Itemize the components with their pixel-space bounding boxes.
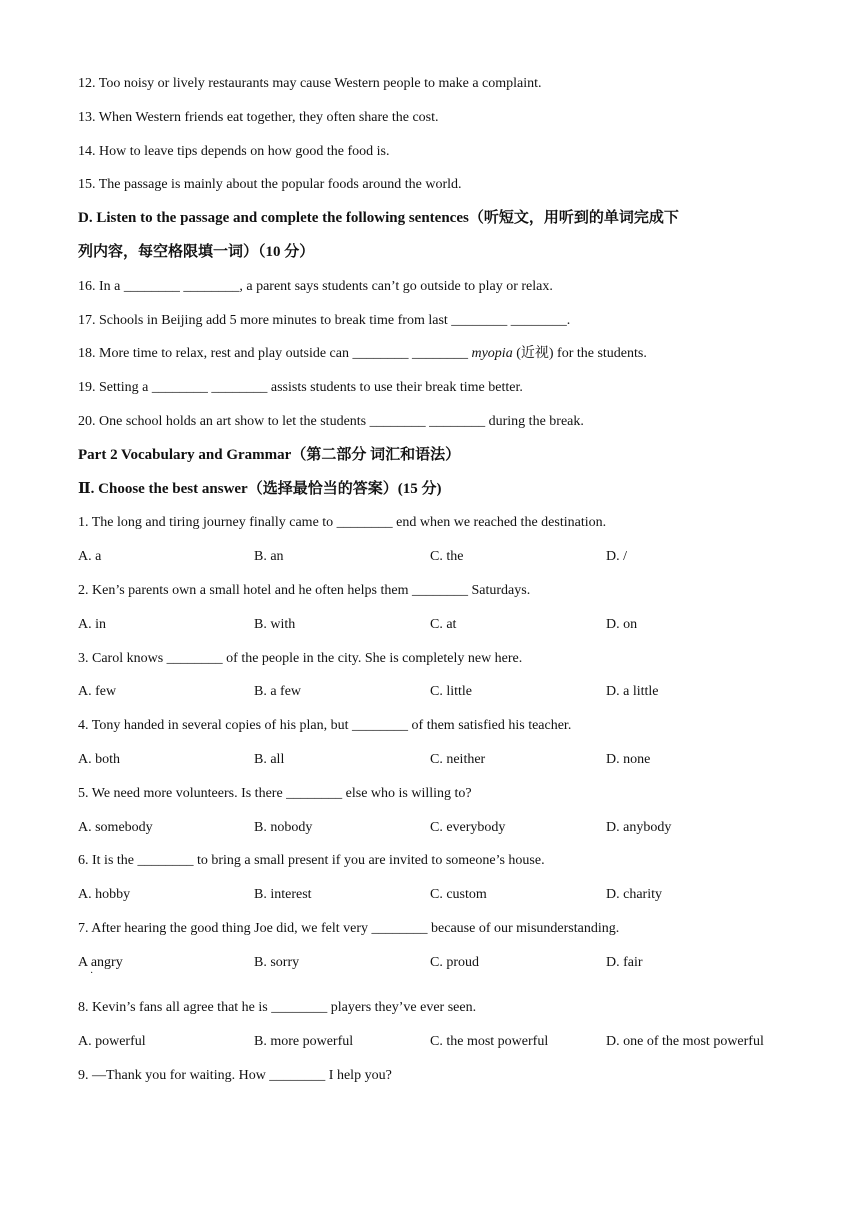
option-d: D. / [606,549,627,564]
question-19: 19. Setting a ________ ________ assists students to use their break time better. [78,380,523,395]
option-a: A. both [78,752,120,767]
option-b: B. an [254,549,284,564]
option-a: A. hobby [78,887,131,902]
option-d: D. fair [606,955,643,970]
mc-question-5: 5. We need more volunteers. Is there ________ else who is willing to? [78,786,472,801]
question-18-text-end: (近视) for the students. [512,346,647,361]
option-c: C. little [430,684,472,699]
option-d: D. anybody [606,820,672,835]
option-d: D. none [606,752,651,767]
section-d-heading-cont: 列内容，每空格限填一词）（10 分） [78,244,315,260]
option-b: B. interest [254,887,312,902]
option-c: C. neither [430,752,486,767]
question-16: 16. In a ________ ________, a parent says students can’t go outside to play or relax. [78,279,553,294]
section-ii-title: Ⅱ. Choose the best answer（选择最恰当的答案）(15 分) [78,481,442,497]
option-c: C. the [430,549,464,564]
section-d-heading: D. Listen to the passage and complete the following sentences（听短文，用听到的单词完成下 [78,210,679,226]
mc-question-1: 1. The long and tiring journey finally came to ________ end when we reached the destination. [78,515,607,530]
option-c: C. everybody [430,820,506,835]
option-b: B. all [254,752,285,767]
option-b: B. sorry [254,955,300,970]
question-17: 17. Schools in Beijing add 5 more minutes to break time from last ________ ________. [78,313,571,328]
statement-14: 14. How to leave tips depends on how good the food is. [78,144,390,159]
mc-question-8: 8. Kevin’s fans all agree that he is ________ players they’ve ever seen. [78,1000,477,1015]
statement-15: 15. The passage is mainly about the popular foods around the world. [78,177,462,192]
option-c: C. the most powerful [430,1034,549,1049]
statement-13: 13. When Western friends eat together, they often share the cost. [78,110,439,125]
option-d: D. a little [606,684,659,699]
option-b: B. a few [254,684,302,699]
mc-question-2: 2. Ken’s parents own a small hotel and he often helps them ________ Saturdays. [78,583,531,598]
option-a: A. somebody [78,820,153,835]
option-c: C. proud [430,955,479,970]
option-b: B. nobody [254,820,313,835]
mc-question-6: 6. It is the ________ to bring a small present if you are invited to someone’s house. [78,853,545,868]
option-a: A. in [78,617,106,632]
mc-question-9: 9. —Thank you for waiting. How ________ I help you? [78,1068,392,1083]
stray-dot-mark: · [90,968,94,979]
mc-question-3: 3. Carol knows ________ of the people in the city. She is completely new here. [78,651,523,666]
statement-12: 12. Too noisy or lively restaurants may cause Western people to make a complaint. [78,76,542,91]
question-18-text: 18. More time to relax, rest and play outside can ________ ________ [78,346,472,361]
mc-question-4: 4. Tony handed in several copies of his plan, but ________ of them satisfied his teacher. [78,718,572,733]
question-18 [78,345,820,363]
option-a: A angry [78,955,123,970]
option-d: D. on [606,617,638,632]
question-18-italic: myopia [471,346,513,361]
option-c: C. custom [430,887,487,902]
option-d: D. charity [606,887,662,902]
part-2-title: Part 2 Vocabulary and Grammar（第二部分 词汇和语法） [78,447,461,463]
option-b: B. with [254,617,296,632]
mc-question-7: 7. After hearing the good thing Joe did, we felt very ________ because of our misunderstanding. [78,921,620,936]
question-20: 20. One school holds an art show to let the students ________ ________ during the break. [78,414,584,429]
option-c: C. at [430,617,457,632]
option-a: A. powerful [78,1034,146,1049]
option-b: B. more powerful [254,1034,354,1049]
option-a: A. a [78,549,102,564]
option-d: D. one of the most powerful [606,1034,764,1049]
option-a: A. few [78,684,117,699]
